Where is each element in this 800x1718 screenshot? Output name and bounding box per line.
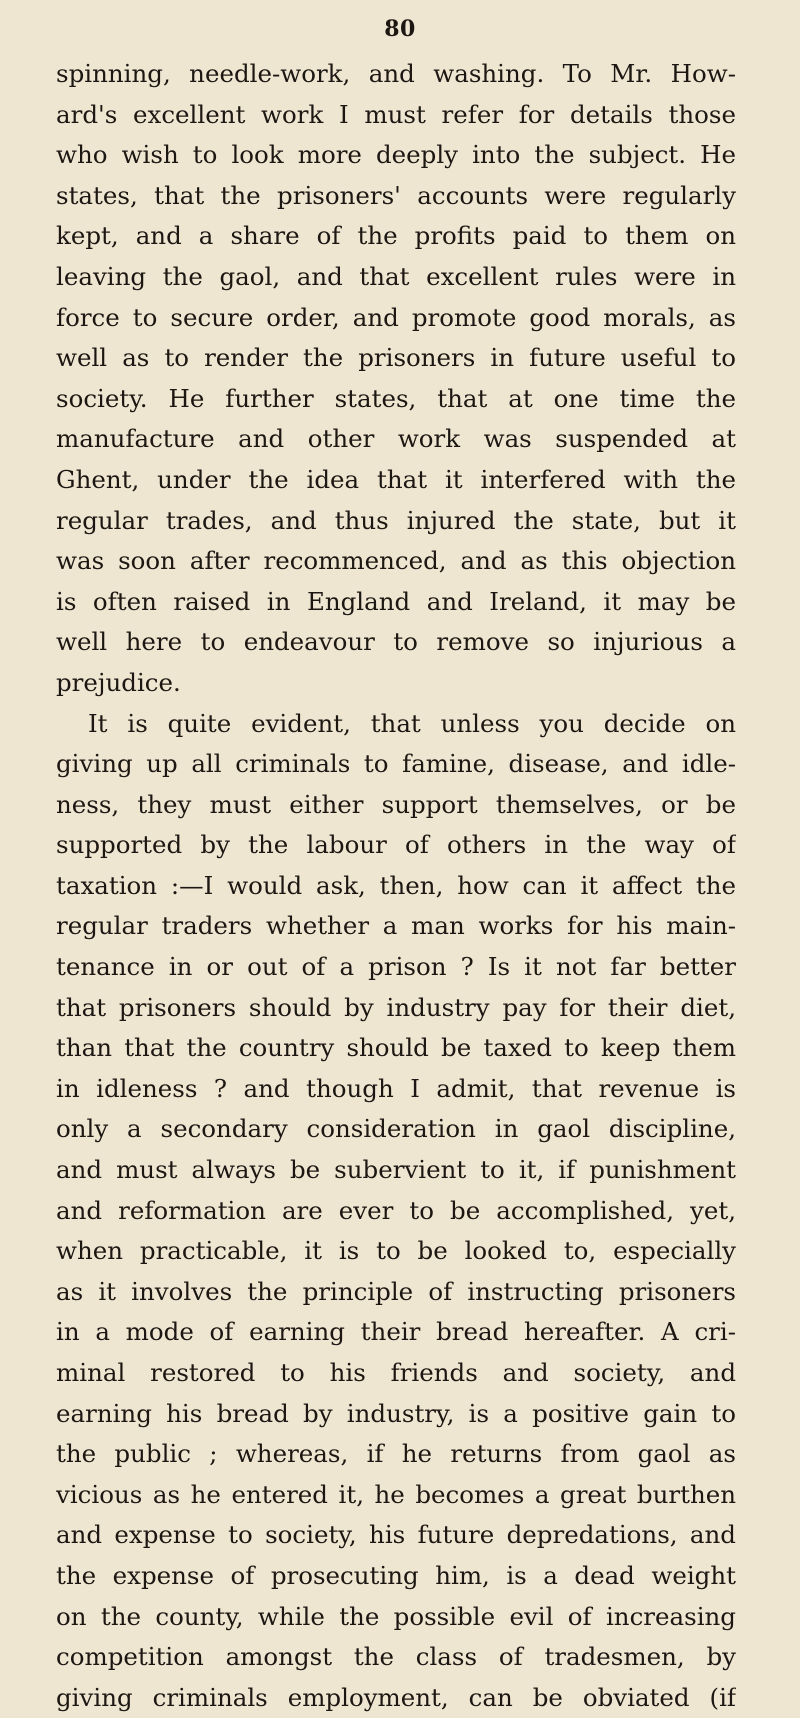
text-line: earning his bread by industry, is a positive gain to: [56, 1398, 736, 1428]
text-line: supported by the labour of others in the way of: [56, 830, 736, 860]
text-line: force to secure order, and promote good morals, as: [56, 302, 736, 332]
text-line: was soon after recommenced, and as this objection: [56, 546, 736, 576]
text-line: prejudice.: [56, 667, 181, 697]
text-line: well as to render the prisoners in future useful to: [56, 343, 736, 373]
page-number: 80: [384, 16, 416, 42]
text-line: than that the country should be taxed to keep them: [56, 1033, 736, 1063]
text-line: in a mode of earning their bread hereafter. A cri-: [56, 1317, 736, 1347]
text-line: and expense to society, his future depredations, and: [56, 1520, 736, 1550]
text-line: ard's excellent work I must refer for details those: [56, 99, 736, 129]
text-line: that prisoners should by industry pay for their diet,: [56, 992, 736, 1022]
text-line: regular traders whether a man works for his main-: [56, 911, 736, 941]
text-line: minal restored to his friends and society, and: [56, 1358, 736, 1387]
text-line: states, that the prisoners' accounts were regularly: [56, 180, 736, 210]
text-line: the public ; whereas, if he returns from gaol as: [56, 1439, 736, 1469]
text-line: is often raised in England and Ireland, it may be: [56, 586, 736, 616]
text-line: and must always be subervient to it, if punishment: [56, 1155, 736, 1185]
text-line: who wish to look more deeply into the subject. He: [56, 140, 736, 170]
text-line: and reformation are ever to be accomplished, yet,: [56, 1195, 736, 1225]
text-line: It is quite evident, that unless you decide on: [88, 708, 736, 738]
body-text: [56, 54, 736, 1718]
text-line: giving criminals employment, can be obviated (if: [56, 1682, 736, 1712]
text-line: taxation :—I would ask, then, how can it affect the: [56, 870, 736, 900]
text-line: on the county, while the possible evil of increasing: [56, 1601, 736, 1631]
text-line: manufacture and other work was suspended at: [56, 424, 736, 454]
text-line: vicious as he entered it, he becomes a great burthen: [56, 1479, 736, 1509]
text-line: regular trades, and thus injured the state, but it: [56, 505, 736, 535]
text-line: giving up all criminals to famine, disease, and idle-: [56, 749, 736, 779]
text-line: competition amongst the class of tradesmen, by: [56, 1642, 736, 1672]
text-line: as it involves the principle of instructing prisoners: [56, 1276, 736, 1306]
text-line: kept, and a share of the profits paid to them on: [56, 221, 736, 251]
text-line: only a secondary consideration in gaol discipline,: [56, 1114, 736, 1144]
text-line: the expense of prosecuting him, is a dead weight: [56, 1560, 736, 1590]
text-line: ness, they must either support themselves, or be: [56, 789, 736, 819]
text-line: leaving the gaol, and that excellent rules were in: [56, 261, 736, 291]
text-line: society. He further states, that at one time the: [56, 383, 736, 413]
text-line: spinning, needle-work, and washing. To Mr. How-: [56, 59, 736, 88]
text-line: well here to endeavour to remove so injurious a: [56, 627, 736, 657]
text-line: tenance in or out of a prison ? Is it not far better: [56, 952, 736, 982]
text-line: when practicable, it is to be looked to, especially: [56, 1236, 736, 1266]
text-line: in idleness ? and though I admit, that revenue is: [56, 1073, 736, 1103]
text-line: Ghent, under the idea that it interfered with the: [56, 464, 736, 494]
